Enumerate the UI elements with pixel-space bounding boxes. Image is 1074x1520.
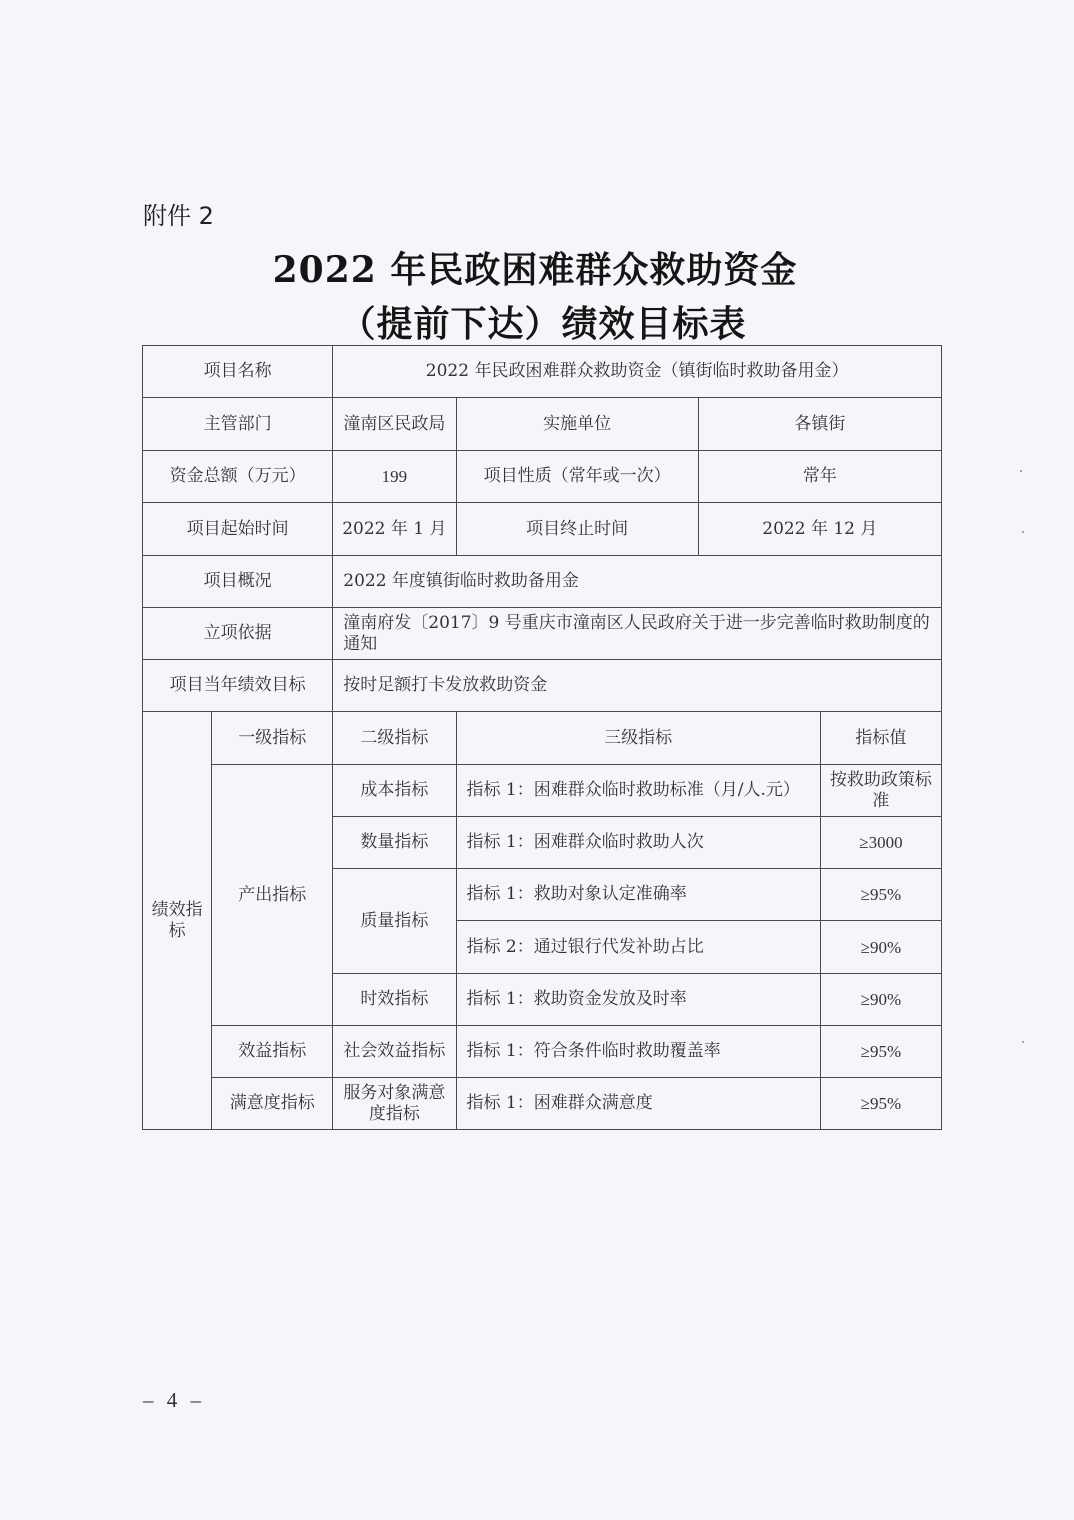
attachment-label: 附件 2 (143, 202, 214, 230)
table-row (143, 451, 942, 503)
level3-cell: 指标 1：救助资金发放及时率 (456, 974, 820, 1026)
nature-label: 项目性质（常年或一次） (456, 451, 698, 503)
dept-label: 主管部门 (143, 398, 333, 451)
output-indicator-label: 产出指标 (212, 765, 333, 1026)
table-row (143, 1078, 942, 1130)
project-name-value: 2022 年民政困难群众救助资金（镇街临时救助备用金） (333, 346, 942, 398)
level3-cell: 指标 1：救助对象认定准确率 (456, 869, 820, 921)
table-row (143, 398, 942, 451)
table-row (143, 712, 942, 765)
perf-indicator-label: 绩效指标 (143, 712, 212, 1130)
funds-value: 199 (333, 451, 456, 503)
table-row (143, 660, 942, 712)
basis-value: 潼南府发〔2017〕9 号重庆市潼南区人民政府关于进一步完善临时救助制度的通知 (333, 608, 942, 660)
table-row (143, 556, 942, 608)
col-header-level2: 二级指标 (333, 712, 456, 765)
basis-label: 立项依据 (143, 608, 333, 660)
level3-cell: 指标 1：困难群众临时救助人次 (456, 817, 820, 869)
performance-target-table (142, 345, 942, 1130)
goal-value: 按时足额打卡发放救助资金 (333, 660, 942, 712)
value-cell: ≥90% (820, 974, 941, 1026)
end-label: 项目终止时间 (456, 503, 698, 556)
impl-value: 各镇街 (698, 398, 941, 451)
funds-label: 资金总额（万元） (143, 451, 333, 503)
table-row (143, 608, 942, 660)
table-row (143, 1026, 942, 1078)
level2-cell: 成本指标 (333, 765, 456, 817)
level2-cell: 数量指标 (333, 817, 456, 869)
scan-speck (1022, 1041, 1024, 1043)
level3-cell: 指标 1：困难群众满意度 (456, 1078, 820, 1130)
benefit-indicator-label: 效益指标 (212, 1026, 333, 1078)
satisfaction-indicator-label: 满意度指标 (212, 1078, 333, 1130)
scan-speck (1022, 531, 1024, 533)
end-value: 2022 年 12 月 (698, 503, 941, 556)
overview-label: 项目概况 (143, 556, 333, 608)
table-row (143, 765, 942, 817)
table-row (143, 346, 942, 398)
dept-value: 潼南区民政局 (333, 398, 456, 451)
scan-speck (1020, 470, 1022, 472)
level2-cell: 质量指标 (333, 869, 456, 974)
table-row (143, 503, 942, 556)
value-cell: ≥90% (820, 921, 941, 974)
level2-cell: 时效指标 (333, 974, 456, 1026)
col-header-level3: 三级指标 (456, 712, 820, 765)
level3-cell: 指标 1：困难群众临时救助标准（月/人.元） (456, 765, 820, 817)
page-number: – 4 – (143, 1388, 205, 1412)
value-cell: ≥95% (820, 1026, 941, 1078)
value-cell: 按救助政策标准 (820, 765, 941, 817)
level2-cell: 服务对象满意度指标 (333, 1078, 456, 1130)
level2-cell: 社会效益指标 (333, 1026, 456, 1078)
value-cell: ≥95% (820, 869, 941, 921)
project-name-label: 项目名称 (143, 346, 333, 398)
impl-label: 实施单位 (456, 398, 698, 451)
level3-cell: 指标 1：符合条件临时救助覆盖率 (456, 1026, 820, 1078)
start-label: 项目起始时间 (143, 503, 333, 556)
overview-value: 2022 年度镇街临时救助备用金 (333, 556, 942, 608)
value-cell: ≥3000 (820, 817, 941, 869)
col-header-level1: 一级指标 (212, 712, 333, 765)
start-value: 2022 年 1 月 (333, 503, 456, 556)
nature-value: 常年 (698, 451, 941, 503)
goal-label: 项目当年绩效目标 (143, 660, 333, 712)
value-cell: ≥95% (820, 1078, 941, 1130)
document-title-line-1: 2022 年民政困难群众救助资金 (272, 249, 798, 291)
col-header-value: 指标值 (820, 712, 941, 765)
level3-cell: 指标 2：通过银行代发补助占比 (456, 921, 820, 974)
document-title-line-2: （提前下达）绩效目标表 (339, 303, 747, 345)
